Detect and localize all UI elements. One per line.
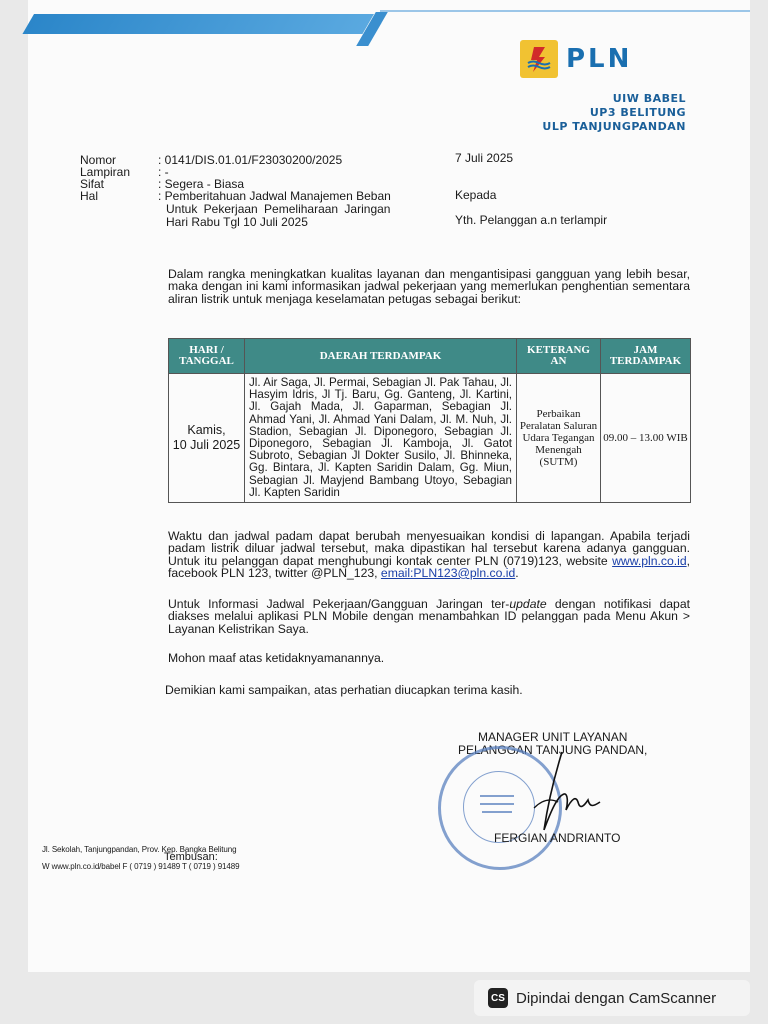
sifat-value: : Segera - Biasa [158, 177, 245, 191]
hal-value-2: Untuk Pekerjaan Pemeliharaan Jaringan [166, 202, 391, 216]
footer-contact: W www.pln.co.id/babel F ( 0719 ) 91489 T ( 0719 ) 91489 [42, 862, 240, 871]
letter-date: 7 Juli 2025 [455, 151, 514, 165]
label-nomor: Nomor [80, 153, 117, 167]
hal-value-1: : Pemberitahuan Jadwal Manajemen Beban [158, 189, 391, 203]
website-link[interactable]: www.pln.co.id [612, 553, 687, 568]
pln-logo [520, 40, 632, 78]
table-row [169, 374, 691, 503]
kepada-label: Kepada [455, 188, 497, 202]
unit-line-3: ULP TANJUNGPANDAN [542, 120, 686, 133]
lightning-icon [520, 40, 558, 78]
table-header-row [169, 339, 691, 374]
cell-hari: Kamis, [187, 423, 226, 438]
intro-paragraph: Dalam rangka meningkatkan kualitas layanan dan mengantisipasi gangguan yang lebih besar, maka dengan ini kami informasikan jadwal pekerjaan yang memerlukan penghentian sementara aliran listrik untuk menjaga keselamatan petugas sebagai berikut: [168, 267, 690, 306]
recipient: Yth. Pelanggan a.n terlampir [455, 213, 608, 227]
header-hari-tanggal: HARI / TANGGAL [169, 339, 245, 374]
footer-address: Jl. Sekolah, Tanjungpandan, Prov. Kep. Bangka Belitung [42, 845, 237, 854]
cell-daerah: Jl. Air Saga, Jl. Permai, Sebagian Jl. Pak Tahau, Jl. Hasyim Idris, Jl Tj. Baru, Gg. Ganteng, Jl. Kartini, Jl. Gajah Mada, Jl. Gaparman, Sebagian Jl. Ahmad Yani, Jl. Ahmad Yani Dalam, Jl. M. Nuh, Jl. Stadion, Sebagian Jl. Diponegoro, Sebagian Jl. Diponegoro, Sebagian Jl. Kamboja, Jl. Gatot Subroto, Sebagian Jl Dokter Susilo, Jl. Bhinneka, Gg. Bintara, Jl. Kapten Saridin Dalam, Gg. Miun, Sebagian Jl. Mayjend Bambang Utoyo, Sebagian Jl. Kapten Saridin [245, 374, 517, 503]
schedule-note-paragraph [168, 530, 690, 579]
label-lampiran: Lampiran [80, 165, 131, 179]
signatory-name: FERGIAN ANDRIANTO [494, 831, 621, 845]
closing-line: Demikian kami sampaikan, atas perhatian diucapkan terima kasih. [165, 683, 523, 697]
header-jam: JAM TERDAMPAK [601, 339, 691, 374]
app-info-italic: update [509, 597, 547, 611]
header-band [22, 14, 374, 34]
signature-title-1: MANAGER UNIT LAYANAN [478, 730, 628, 744]
app-info-paragraph [168, 598, 690, 635]
apology-line: Mohon maaf atas ketidaknyamanannya. [168, 651, 385, 665]
header-band-line [380, 10, 750, 12]
unit-line-1: UIW BABEL [612, 92, 686, 105]
camscanner-label: Dipindai dengan CamScanner [516, 989, 717, 1007]
app-info-before: Untuk Informasi Jadwal Pekerjaan/Gangguan Jaringan ter- [168, 597, 510, 611]
cell-tanggal: 10 Juli 2025 [172, 438, 241, 453]
header-keterangan: KETERANG AN [517, 339, 601, 374]
label-sifat: Sifat [80, 177, 105, 191]
hal-value-3: Hari Rabu Tgl 10 Juli 2025 [166, 215, 308, 229]
lampiran-value: : - [158, 165, 169, 179]
email-link[interactable]: email:PLN123@pln.co.id [380, 565, 516, 580]
cell-jam: 09.00 – 13.00 WIB [601, 374, 691, 503]
note-end: . [515, 565, 519, 580]
tembusan-label: Tembusan: [164, 851, 218, 863]
schedule-table [168, 338, 691, 503]
label-hal: Hal [80, 189, 99, 203]
cell-hari-tanggal [169, 374, 245, 503]
handwritten-signature [524, 748, 604, 838]
header-daerah: DAERAH TERDAMPAK [245, 339, 517, 374]
signature-title-2: PELANGGAN TANJUNG PANDAN, [458, 743, 648, 757]
app-info-after: dengan notifikasi dapat diakses melalui aplikasi PLN Mobile dengan menambahkan ID pelanggan pada Menu Akun > Layanan Kelistrikan Saya. [168, 597, 690, 636]
brand-name: PLN [566, 44, 633, 74]
note-text: Waktu dan jadwal padam dapat berubah menyesuaikan kondisi di lapangan. Apabila terjadi padam listrik diluar jadwal tersebut, maka dipastikan hal tersebut karena adanya gangguan. Untuk itu pelanggan dapat menghubungi kontak center PLN (0719)123, website [168, 529, 690, 568]
unit-line-2: UP3 BELITUNG [589, 106, 686, 119]
camscanner-icon: CS [488, 988, 508, 1008]
nomor-value: : 0141/DIS.01.01/F23030200/2025 [158, 153, 343, 167]
camscanner-watermark [474, 980, 750, 1016]
cell-keterangan: Perbaikan Peralatan Saluran Udara Tegangan Menengah (SUTM) [517, 374, 601, 503]
social-text: , facebook PLN 123, twitter @PLN_123, [168, 553, 690, 580]
